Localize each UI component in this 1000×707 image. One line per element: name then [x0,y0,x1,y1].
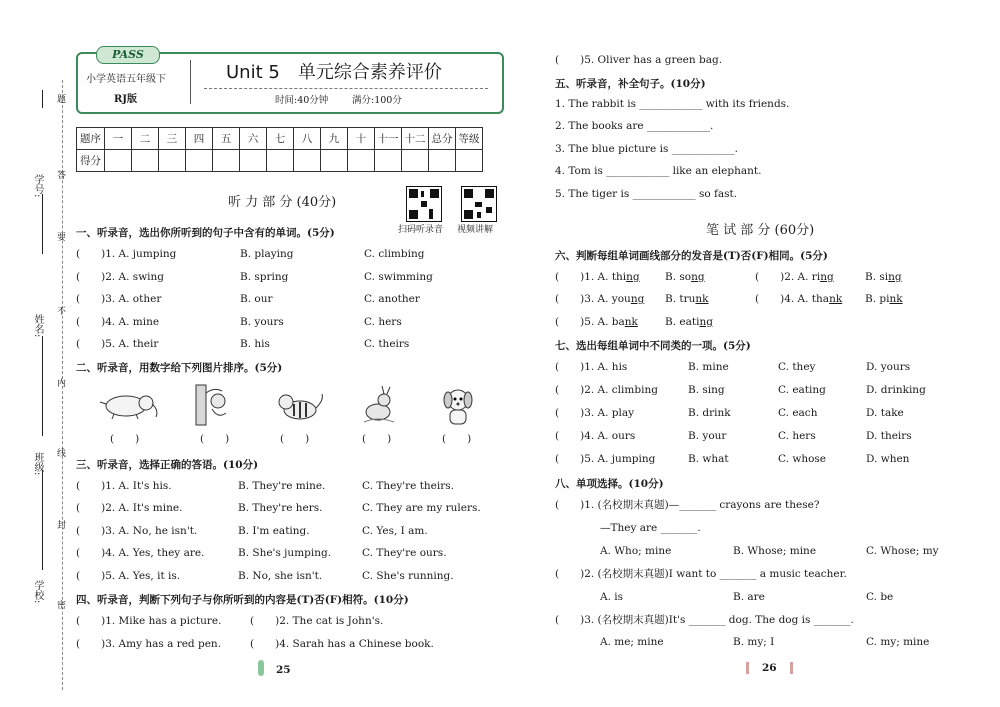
s7-q1-d[interactable]: D. yours [866,361,911,373]
grade-label: 小学英语五年级下 [86,74,166,85]
score-table [76,127,483,172]
s7-q4-b[interactable]: B. your [688,430,727,442]
score-cell[interactable] [159,150,186,172]
table-cell: 二 [132,128,159,150]
s8-q3[interactable]: ( )3. (名校期末真题)It's _______ dog. The dog is _______. [555,614,854,626]
section-6-title: 六、判断每组单词画线部分的发音是(T)否(F)相同。(5分) [555,250,828,262]
score-cell[interactable] [375,150,402,172]
s5-q2[interactable]: 2. The books are ____________. [555,120,714,132]
s3-q3-c[interactable]: C. Yes, I am. [362,525,428,537]
score-label: 满分:100分 [352,95,402,106]
table-cell: 等级 [456,128,483,150]
table-cell: 题序 [77,128,105,150]
section-4-title: 四、听录音，判断下列句子与你所听到的内容是(T)否(F)相符。(10分) [76,594,409,606]
table-cell: 得分 [77,150,105,172]
score-cell[interactable] [348,150,375,172]
table-cell: 八 [294,128,321,150]
s1-q4-b[interactable]: B. yours [240,316,284,328]
side-char: 内 [55,378,65,387]
s7-q3-d[interactable]: D. take [866,407,904,419]
side-char: 不 [55,306,65,315]
s8-q1[interactable]: ( )1. (名校期末真题)—_______ crayons are these? [555,499,820,511]
s6-q3[interactable]: ( )3. A. young [555,293,645,305]
score-cell[interactable] [321,150,348,172]
side-char: 题 [55,94,65,103]
s7-q2-d[interactable]: D. drinking [866,384,926,396]
s3-q2-a[interactable]: ( )2. A. It's mine. [76,502,183,514]
s8-q2-b[interactable]: B. are [733,591,765,603]
s7-q5-c[interactable]: C. whose [778,453,827,465]
s7-q3-c[interactable]: C. each [778,407,818,419]
s1-q1-a[interactable]: ( )1. A. jumping [76,248,177,260]
s3-q5-c[interactable]: C. She's running. [362,570,454,582]
s7-q5-d[interactable]: D. when [866,453,910,465]
s1-q1-b[interactable]: B. playing [240,248,294,260]
s3-q1-a[interactable]: ( )1. A. It's his. [76,480,172,492]
score-cell[interactable] [267,150,294,172]
table-cell: 六 [240,128,267,150]
s8-q2-c[interactable]: C. be [866,591,894,603]
picture-blank-4[interactable]: ( ) [362,433,392,445]
s8-q2-a[interactable]: A. is [600,591,624,603]
brand-badge [96,46,160,64]
score-cell[interactable] [429,150,456,172]
time-label: 时间:40分钟 [275,95,329,106]
qr-caption-audio: 扫码听录音 [398,225,444,235]
s3-q2-c[interactable]: C. They are my rulers. [362,502,481,514]
table-cell: 五 [213,128,240,150]
table-cell: 七 [267,128,294,150]
s5-q3[interactable]: 3. The blue picture is ____________. [555,143,739,155]
s7-q4-c[interactable]: C. hers [778,430,816,442]
score-cell[interactable] [132,150,159,172]
s7-q2-c[interactable]: C. eating [778,384,826,396]
s3-q4-a[interactable]: ( )4. A. Yes, they are. [76,547,205,559]
picture-blank-2[interactable]: ( ) [200,433,230,445]
s6-q1[interactable]: ( )1. A. thing [555,271,640,283]
s3-q3-a[interactable]: ( )3. A. No, he isn't. [76,525,198,537]
score-cell[interactable] [240,150,267,172]
score-cell[interactable] [213,150,240,172]
score-cell[interactable] [402,150,429,172]
s1-q5-a[interactable]: ( )5. A. their [76,338,159,350]
side-char: 线 [55,448,65,457]
s6-q1-b[interactable]: B. song [665,271,705,283]
s1-q5-b[interactable]: B. his [240,338,270,350]
s3-q3-b[interactable]: B. I'm eating. [238,525,310,537]
s6-q2-b[interactable]: B. sing [865,271,902,283]
edition-label: RJ版 [114,94,138,105]
monkey-tree-picture [192,383,232,427]
page-mark-icon [790,662,793,674]
s7-q2-a[interactable]: ( )2. A. climbing [555,384,658,396]
s8-q1-c[interactable]: C. Whose; my [866,545,939,557]
s3-q1-c[interactable]: C. They're theirs. [362,480,455,492]
s1-q2-c[interactable]: C. swimming [364,271,433,283]
tiger-picture [276,390,326,424]
page-number-left: 25 [276,664,291,676]
s8-q1-line2: —They are _______. [600,522,701,534]
s4-q3[interactable]: ( )3. Amy has a red pen. [76,638,222,650]
score-cell[interactable] [105,150,132,172]
section-8-title: 八、单项选择。(10分) [555,478,664,490]
qr-caption-video: 视频讲解 [457,225,494,235]
side-char: 封 [55,520,65,529]
s1-q3-c[interactable]: C. another [364,293,420,305]
s7-q3-b[interactable]: B. drink [688,407,731,419]
s1-q4-a[interactable]: ( )4. A. mine [76,316,160,328]
s5-q1[interactable]: 1. The rabbit is ____________ with its friends. [555,98,790,110]
side-char: 密 [55,600,65,609]
page-title: Unit 5 单元综合素养评价 [226,62,442,83]
table-cell: 三 [159,128,186,150]
s6-q5[interactable]: ( )5. A. bank [555,316,638,328]
table-cell: 九 [321,128,348,150]
side-student-id: 学号: [32,174,43,198]
s4-q1[interactable]: ( )1. Mike has a picture. [76,615,222,627]
table-cell: 一 [105,128,132,150]
s5-q4[interactable]: 4. Tom is ____________ like an elephant. [555,165,762,177]
rabbit-picture [356,386,400,426]
table-cell: 四 [186,128,213,150]
s3-q4-c[interactable]: C. They're ours. [362,547,447,559]
score-table-score-row [77,150,483,172]
score-table-header-row [77,128,483,150]
s4-q2[interactable]: ( )2. The cat is John's. [250,615,384,627]
score-cell[interactable] [294,150,321,172]
s4-q5[interactable]: ( )5. Oliver has a green bag. [555,54,723,66]
page-mark-icon [746,662,749,674]
side-class: 班级: [32,452,43,476]
s7-q1-b[interactable]: B. mine [688,361,729,373]
s6-q4[interactable]: ( )4. A. thank [755,293,843,305]
s8-q3-a[interactable]: A. me; mine [600,636,664,648]
s6-q2[interactable]: ( )2. A. ring [755,271,834,283]
s7-q5-a[interactable]: ( )5. A. jumping [555,453,656,465]
elephant-picture [96,390,160,420]
score-cell[interactable] [456,150,483,172]
picture-blank-1[interactable]: ( ) [110,433,140,445]
score-cell[interactable] [186,150,213,172]
s3-q5-a[interactable]: ( )5. A. Yes, it is. [76,570,181,582]
s3-q1-b[interactable]: B. They're mine. [238,480,326,492]
side-char: 要 [55,232,65,241]
s6-q5-b[interactable]: B. eating [665,316,713,328]
dog-picture [440,386,476,428]
s6-q3-b[interactable]: B. trunk [665,293,709,305]
picture-blank-3[interactable]: ( ) [280,433,310,445]
s1-q3-b[interactable]: B. our [240,293,273,305]
section-3-title: 三、听录音，选择正确的答语。(10分) [76,459,259,471]
s3-q5-b[interactable]: B. No, she isn't. [238,570,323,582]
s7-q1-c[interactable]: C. they [778,361,816,373]
picture-blank-5[interactable]: ( ) [442,433,472,445]
section-1-title: 一、听录音，选出你所听到的句子中含有的单词。(5分) [76,227,335,239]
s8-q3-c[interactable]: C. my; mine [866,636,930,648]
s6-q4-b[interactable]: B. pink [865,293,903,305]
s8-q1-a[interactable]: A. Who; mine [600,545,672,557]
qr-code-video[interactable] [461,186,497,222]
s7-q4-d[interactable]: D. theirs [866,430,912,442]
s1-q1-c[interactable]: C. climbing [364,248,425,260]
table-cell: 十一 [375,128,402,150]
page-number-right: 26 [762,662,777,674]
table-cell: 十 [348,128,375,150]
s1-q2-a[interactable]: ( )2. A. swing [76,271,165,283]
section-7-title: 七、选出每组单词中不同类的一项。(5分) [555,340,751,352]
s1-q4-c[interactable]: C. hers [364,316,402,328]
s1-q2-b[interactable]: B. spring [240,271,289,283]
s3-q4-b[interactable]: B. She's jumping. [238,547,332,559]
brand-logo: PASS [112,48,144,61]
side-char: 答 [55,170,65,179]
table-cell: 总分 [429,128,456,150]
s4-q4[interactable]: ( )4. Sarah has a Chinese book. [250,638,434,650]
s8-q1-b[interactable]: B. Whose; mine [733,545,817,557]
writing-title: 笔 试 部 分 (60分) [706,223,815,238]
side-name: 姓名: [32,314,43,338]
s7-q3-a[interactable]: ( )3. A. play [555,407,635,419]
s7-q4-a[interactable]: ( )4. A. ours [555,430,636,442]
section-2-title: 二、听录音，用数字给下列图片排序。(5分) [76,362,283,374]
s7-q5-b[interactable]: B. what [688,453,729,465]
s1-q3-a[interactable]: ( )3. A. other [76,293,162,305]
listening-title: 听 力 部 分 (40分) [228,195,337,210]
s7-q2-b[interactable]: B. sing [688,384,725,396]
page-leaf-icon [258,660,264,676]
table-cell: 十二 [402,128,429,150]
section-5-title: 五、听录音，补全句子。(10分) [555,78,706,90]
s3-q2-b[interactable]: B. They're hers. [238,502,323,514]
s5-q5[interactable]: 5. The tiger is ____________ so fast. [555,188,738,200]
s7-q1-a[interactable]: ( )1. A. his [555,361,628,373]
side-school: 学校: [32,580,43,604]
s8-q3-b[interactable]: B. my; I [733,636,775,648]
s8-q2[interactable]: ( )2. (名校期末真题)I want to _______ a music teacher. [555,568,847,580]
s1-q5-c[interactable]: C. theirs [364,338,410,350]
qr-code-audio[interactable] [406,186,442,222]
